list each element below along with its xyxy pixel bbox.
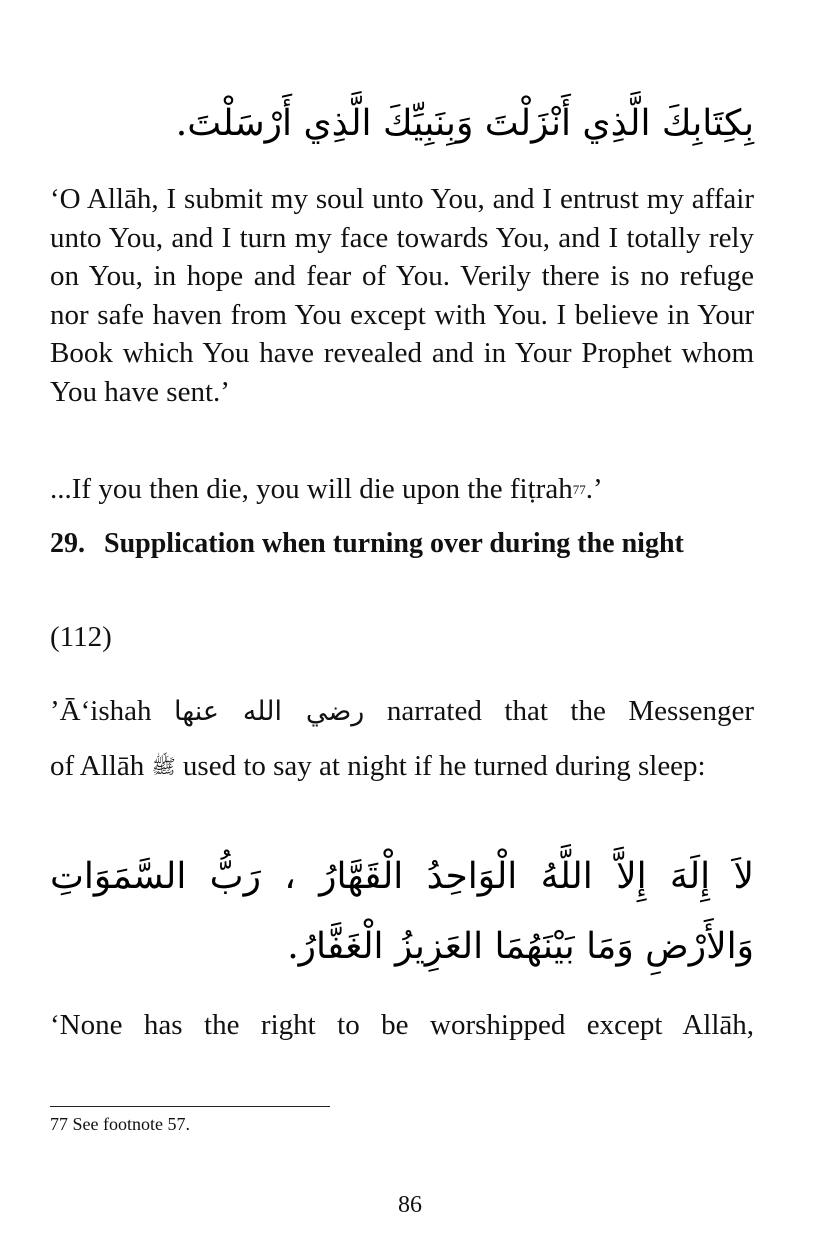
fitrah-text: ...If you then die, you will die upon the fiṭrah (50, 473, 573, 505)
narration-line-2 (50, 748, 754, 784)
footnote-reference[interactable]: 77 (572, 482, 586, 497)
arabic-supplication-ending: بِكِتَابِكَ الَّذِي أَنْزَلْتَ وَبِنَبِيِّكَ الَّذِي أَرْسَلْتَ. (175, 103, 754, 144)
section-title: Supplication when turning over during the night (104, 528, 684, 559)
narration-line-1 (50, 690, 754, 733)
footnote-divider (50, 1106, 330, 1107)
narrator-name: ’Ā‘ishah (50, 695, 152, 727)
translation-paragraph: ‘O Allāh, I submit my soul unto You, and I entrust my affair unto You, and I turn my face towards You, and I totally rely on You, in hope and fear of You. Verily there is no refuge nor safe haven from You except with You. I believe in Your Book which You have revealed and in Your Prophet whom You have sent.’ (50, 183, 754, 408)
honorific-arabic: رضي الله عنها (174, 696, 365, 727)
fitrah-paragraph (50, 470, 754, 509)
fitrah-closing: .’ (585, 473, 603, 505)
footnote-text: See footnote 57. (72, 1114, 190, 1134)
section-number: 29. (50, 528, 85, 559)
narration-text-a: of Allāh (50, 750, 145, 782)
narration-text: narrated that the Messenger (386, 695, 755, 727)
section-heading (50, 525, 754, 563)
hadith-number: (112) (50, 621, 112, 653)
footnote (50, 1112, 190, 1136)
narration-text-b: used to say at night if he turned during sleep: (182, 750, 706, 782)
footnote-number: 77 (50, 1114, 68, 1134)
salawat-icon: ﷺ (151, 754, 176, 778)
arabic-supplication: لاَ إِلَهَ إِلاَّ اللَّهُ الْوَاحِدُ الْقَهَّارُ ، رَبُّ السَّمَوَاتِ وَالأَرْضِ وَمَا بَيْنَهُمَا العَزِيزُ الْغَفَّارُ. (50, 856, 754, 967)
translation-start: ‘None has the right to be worshipped except Allāh, (50, 1009, 754, 1041)
page-number: 86 (398, 1192, 422, 1218)
